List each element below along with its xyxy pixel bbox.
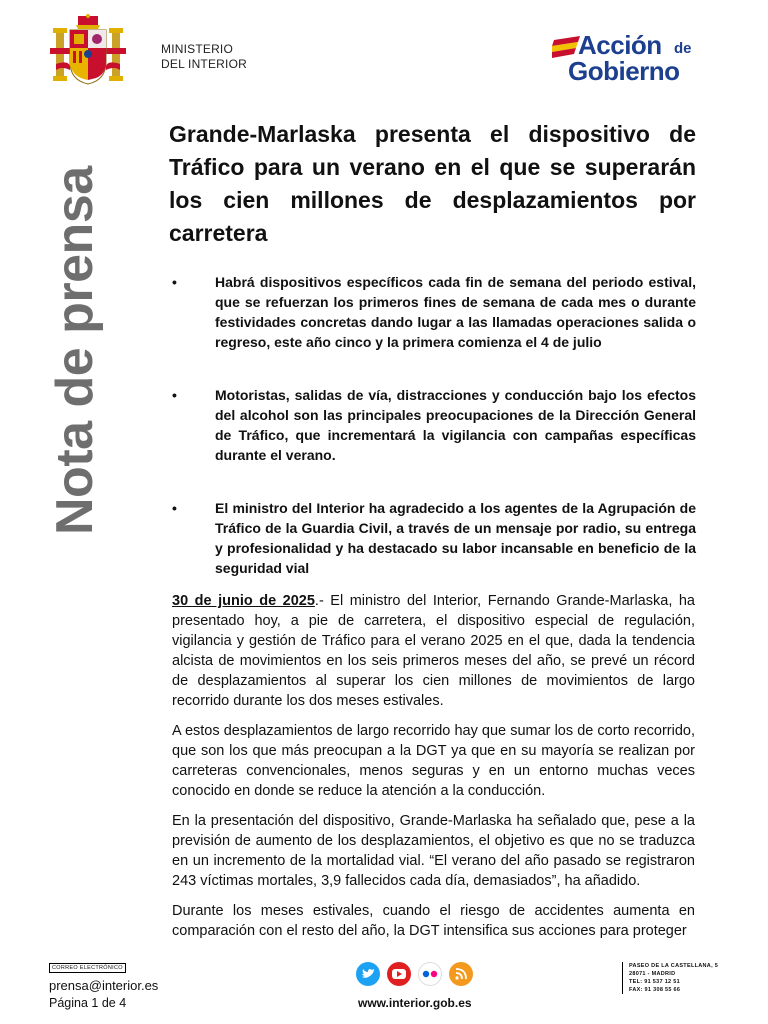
- logo-gobierno-text: Gobierno: [568, 56, 680, 86]
- article-body: [172, 591, 695, 951]
- bullet-icon: •: [172, 387, 177, 403]
- logo-de-text: de: [674, 40, 692, 57]
- paragraph: Durante los meses estivales, cuando el riesgo de accidentes aumenta en comparación con el resto del año, la DGT intensifica sus acciones para proteger: [172, 903, 695, 939]
- paragraph: [172, 591, 695, 711]
- website-link[interactable]: www.interior.gob.es: [358, 996, 472, 1010]
- highlight-item: [172, 272, 696, 352]
- bullet-icon: •: [172, 500, 177, 516]
- flickr-icon[interactable]: [418, 962, 442, 986]
- headline: Grande-Marlaska presenta el dispositivo de Tráfico para un verano en el que se superarán los cien millones de desplazamientos por carretera: [169, 121, 696, 246]
- youtube-icon[interactable]: [387, 962, 411, 986]
- accion-de-gobierno-logo: [552, 30, 708, 86]
- paragraph: En la presentación del dispositivo, Grande-Marlaska ha señalado que, pese a la previsión de aumento de los desplazamientos, el objetivo es que no se traduzca en un incremento de la mortalidad vial. “El verano del año pasado se registraron 243 víctimas mortales, 3,9 fallecidos cada día, demasiados”, ha añadido.: [172, 813, 695, 889]
- address-block: [622, 962, 718, 994]
- highlight-item: [172, 385, 696, 465]
- ministry-line-2: DEL INTERIOR: [161, 57, 247, 71]
- press-email-link[interactable]: prensa@interior.es: [49, 978, 159, 993]
- ministry-name: [161, 42, 247, 72]
- logo-accion-text: Acción: [578, 30, 662, 60]
- highlight-item: [172, 498, 696, 578]
- page-number: Página 1 de 4: [49, 996, 127, 1010]
- paragraph: A estos desplazamientos de largo recorrido hay que sumar los de corto recorrido, que son los que más preocupan a la DGT ya que en su mayoría se realizan por carreteras convencionales, menos seguras y en un entorno muchas veces conocido en donde se reduce la atención a la conducción.: [172, 723, 695, 799]
- press-release-side-label: Nota de prensa: [46, 166, 104, 535]
- bullet-icon: •: [172, 274, 177, 290]
- twitter-icon[interactable]: [356, 962, 380, 986]
- address-tel: TEL: 91 537 12 51: [629, 979, 680, 985]
- contact-block: [49, 956, 158, 993]
- highlight-text: Habrá dispositivos específicos cada fin de semana del periodo estival, que se refuerzan los primeros fines de semana de cada mes o durante festividades concretas dando lugar a las llamadas operaciones salida o regreso, este año cinco y la primera comienza el 4 de julio: [215, 274, 696, 350]
- highlight-text: El ministro del Interior ha agradecido a los agentes de la Agrupación de Tráfico de la Guardia Civil, a través de un mensaje por radio, su entrega y profesionalidad y ha destacado su labor incansable en beneficio de la seguridad vial: [215, 500, 696, 576]
- rss-icon[interactable]: [449, 962, 473, 986]
- highlight-text: Motoristas, salidas de vía, distracciones y conducción bajo los efectos del alcohol son las principales preocupaciones de la Dirección General de Tráfico, que incrementará la vigilancia con campañas específicas durante el verano.: [215, 387, 696, 463]
- address-fax: FAX: 91 308 55 66: [629, 987, 681, 993]
- email-label: CORREO ELECTRÓNICO: [49, 963, 126, 973]
- address-city: 28071 - MADRID: [629, 971, 676, 977]
- ministry-line-1: MINISTERIO: [161, 42, 234, 56]
- paragraph-text: .- El ministro del Interior, Fernando Grande-Marlaska, ha presentado hoy, a pie de carretera, el dispositivo especial de regulación, vigilancia y gestión de Tráfico para el verano 2025 en el que, dada la tendencia alcista de movimientos en los seis primeros meses del año, se prevé un récord de desplazamientos al superar los cien millones de movimientos de largo recorrido durante los dos meses estivales.: [172, 593, 695, 709]
- coat-of-arms-logo: [48, 14, 128, 90]
- dateline: 30 de junio de 2025: [172, 593, 315, 609]
- social-links: [356, 962, 473, 986]
- highlights-list: [172, 272, 696, 611]
- address-street: PASEO DE LA CASTELLANA, 5: [629, 963, 719, 969]
